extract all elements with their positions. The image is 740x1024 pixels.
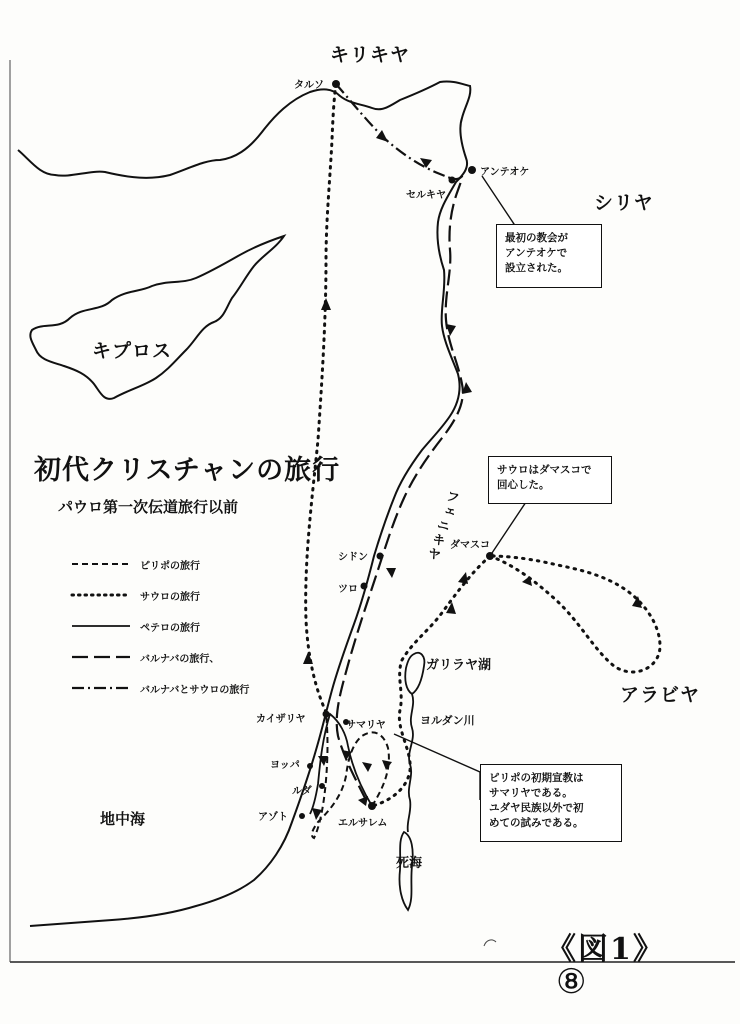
label-phoenicia: フェニキヤ bbox=[422, 487, 461, 564]
callout-samaria-line-3: ユダヤ民族以外で初 bbox=[489, 802, 584, 814]
dot-sidon bbox=[377, 553, 384, 560]
arrow-samaria-3 bbox=[382, 760, 392, 770]
page-mark: ⑧ bbox=[556, 962, 587, 1002]
callout-damascus-line-2: 回心した。 bbox=[497, 479, 550, 491]
label-samaria: サマリヤ bbox=[346, 720, 386, 731]
callout-damascus bbox=[488, 456, 612, 504]
label-sidon: シドン bbox=[338, 552, 368, 563]
label-mediterranean: 地中海 bbox=[100, 810, 146, 828]
label-tyre: ツロ bbox=[338, 584, 358, 595]
callout-antioch-line-3: 設立された。 bbox=[505, 262, 568, 274]
dot-tarsus bbox=[332, 80, 340, 88]
label-lydda: ルダ bbox=[292, 786, 312, 797]
label-jordan-river: ヨルダン川 bbox=[420, 714, 475, 727]
label-joppa: ヨッパ bbox=[270, 760, 300, 771]
map-subtitle: パウロ第一次伝道旅行以前 bbox=[58, 498, 239, 516]
label-azotus: アゾト bbox=[258, 812, 288, 823]
arrow-barnabas-saul bbox=[376, 130, 388, 142]
label-antioch: アンテオケ bbox=[480, 167, 530, 178]
label-caesarea: カイザリヤ bbox=[256, 714, 306, 725]
route-saul-tarsus bbox=[306, 84, 336, 712]
dot-seleucia bbox=[449, 177, 456, 184]
route-saul-arabia bbox=[490, 556, 660, 672]
sea-of-galilee bbox=[405, 653, 424, 694]
dot-lydda bbox=[319, 783, 325, 789]
cyprus-island bbox=[30, 236, 284, 399]
pointer-damascus bbox=[490, 496, 526, 556]
dead-sea bbox=[399, 832, 412, 910]
pointer-samaria bbox=[394, 734, 480, 800]
label-cyprus: キプロス bbox=[92, 340, 173, 362]
arrow-saul-north-2 bbox=[303, 652, 313, 664]
legend-label-barnabas: バルナバの旅行、 bbox=[140, 654, 220, 665]
label-jerusalem: エルサレム bbox=[338, 818, 388, 829]
legend-samples bbox=[72, 564, 130, 688]
dot-caesarea bbox=[323, 711, 330, 718]
callout-samaria-line-4: めての試みである。 bbox=[489, 817, 584, 829]
label-cilicia: キリキヤ bbox=[330, 44, 411, 66]
callout-samaria bbox=[480, 764, 622, 842]
dot-joppa bbox=[307, 763, 313, 769]
dot-antioch bbox=[468, 166, 476, 174]
arrow-samaria-2 bbox=[362, 762, 372, 772]
arrow-saul-north bbox=[321, 298, 331, 310]
callout-antioch-line-2: アンテオケで bbox=[505, 247, 568, 259]
dot-tyre bbox=[361, 583, 368, 590]
scribble-mark bbox=[484, 940, 496, 946]
label-dead-sea: 死海 bbox=[396, 856, 423, 871]
label-syria: シリヤ bbox=[594, 192, 654, 214]
map-title: 初代クリスチャンの旅行 bbox=[34, 455, 341, 486]
callout-samaria-line-1: ピリポの初期宣教は bbox=[489, 772, 584, 784]
callout-antioch bbox=[496, 224, 602, 288]
arrow-saul-damascus bbox=[458, 572, 468, 584]
legend-label-saul: サウロの旅行 bbox=[140, 592, 200, 603]
figure-label: 《図1》 bbox=[546, 932, 665, 967]
legend-label-barnabas-saul: バルナバとサウロの旅行 bbox=[140, 685, 250, 696]
arrow-jerusalem bbox=[358, 796, 368, 806]
label-seleucia: セルキヤ bbox=[406, 190, 446, 201]
callout-antioch-line-1: 最初の教会が bbox=[505, 232, 568, 244]
callout-damascus-line-1: サウロはダマスコで bbox=[497, 464, 592, 476]
arrow-saul-jordan bbox=[446, 602, 456, 614]
legend-label-peter: ペテロの旅行 bbox=[140, 623, 200, 634]
dot-jerusalem bbox=[368, 802, 376, 810]
label-tarsus: タルソ bbox=[294, 80, 324, 91]
arrow-sidon bbox=[386, 568, 396, 578]
callout-samaria-line-2: サマリヤである。 bbox=[489, 787, 573, 799]
dot-azotus bbox=[299, 813, 305, 819]
label-arabia: アラビヤ bbox=[620, 684, 701, 706]
label-galilee-lake: ガリラヤ湖 bbox=[426, 658, 492, 673]
label-damascus: ダマスコ bbox=[450, 540, 490, 551]
arrow-coast-south bbox=[446, 324, 456, 336]
legend-label-philip: ピリポの旅行 bbox=[140, 561, 200, 572]
route-barnabas-saul bbox=[336, 84, 462, 179]
